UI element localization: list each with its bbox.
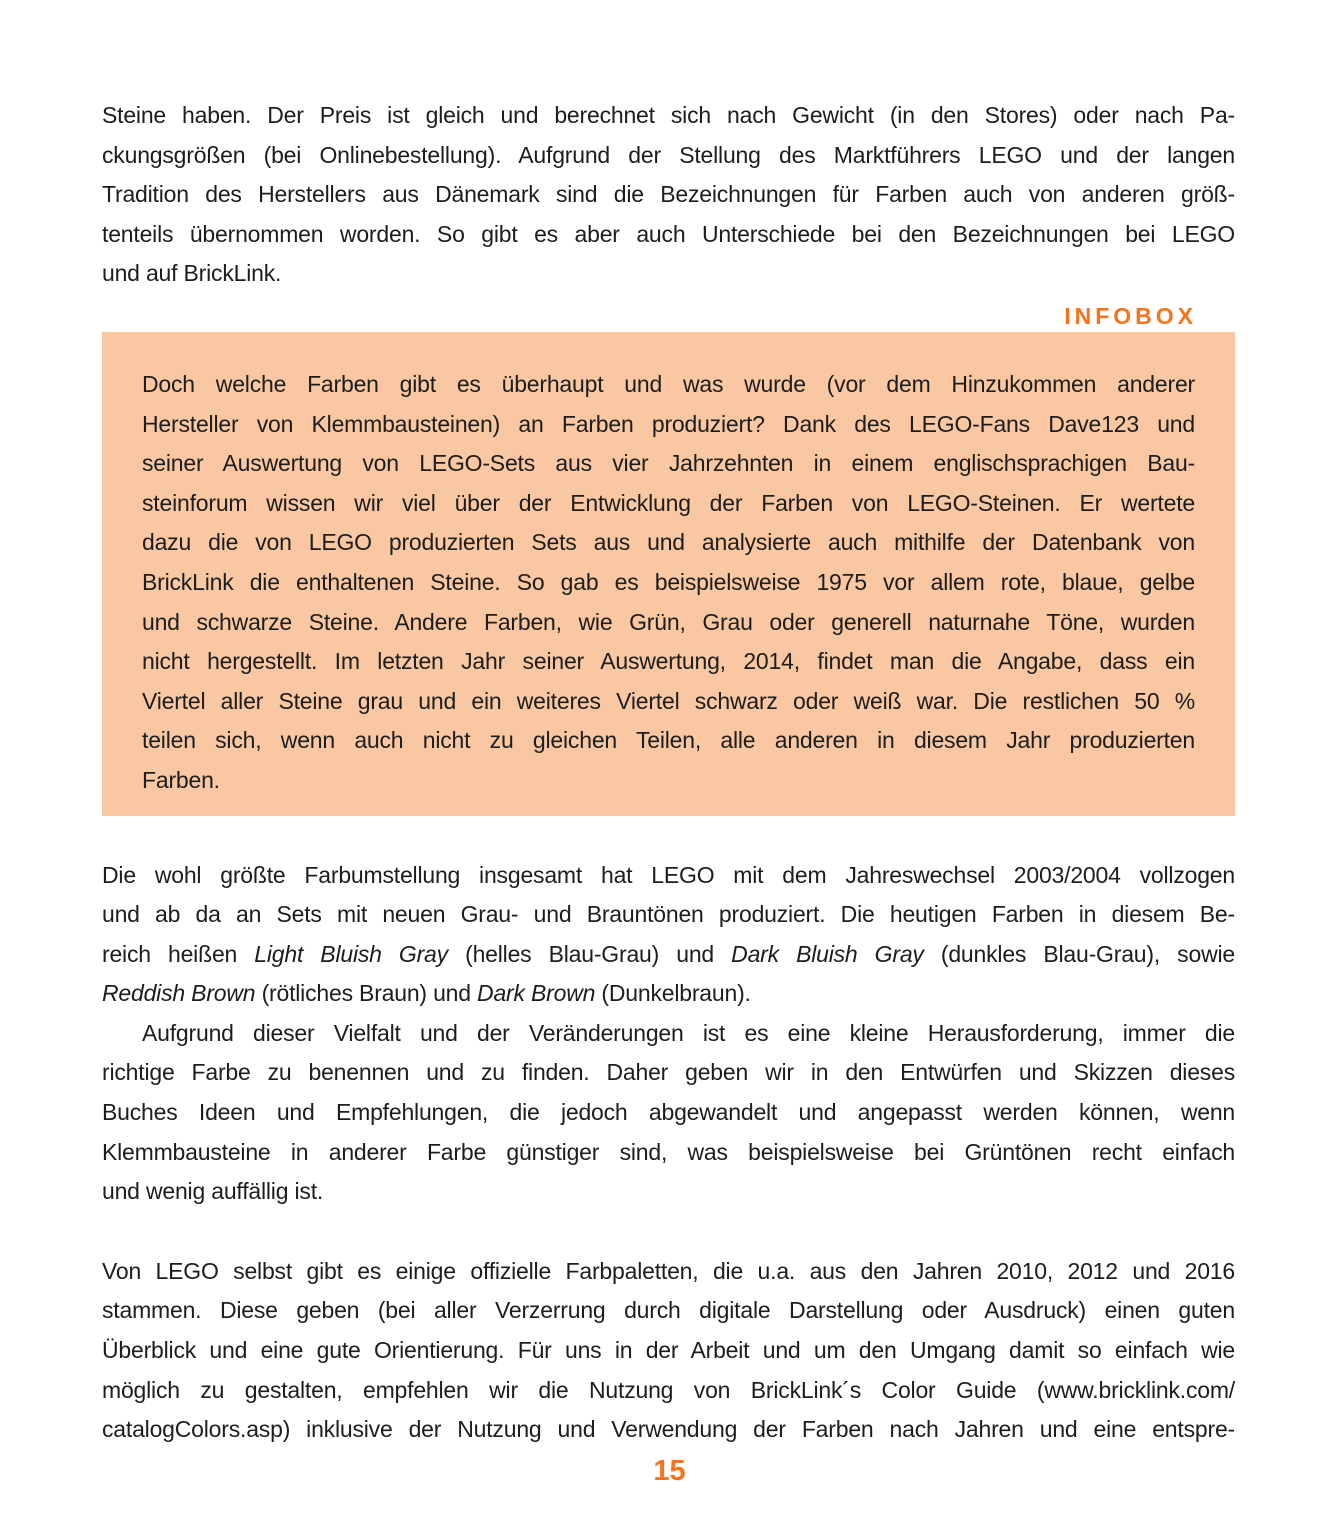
text-line: Überblick und eine gute Orientierung. Für uns in der Arbeit und um den Umgang damit so einfach wie (102, 1337, 1235, 1364)
paragraph-color-change (102, 856, 1235, 1014)
text-line: und wenig auffällig ist. (102, 1178, 324, 1205)
text-line: nicht hergestellt. Im letzten Jahr seiner Auswertung, 2014, findet man die Angabe, dass ein (142, 648, 1195, 675)
text-line: Steine haben. Der Preis ist gleich und berechnet sich nach Gewicht (in den Stores) oder nach Pa- (102, 102, 1235, 128)
text-line: Aufgrund dieser Vielfalt und der Veränderungen ist es eine kleine Herausforderung, immer die (142, 1019, 1235, 1046)
paragraph-intro (102, 96, 1235, 294)
text-line: steinforum wissen wir viel über der Entwicklung der Farben von LEGO-Steinen. Er wertete (142, 489, 1195, 516)
page-number: 15 (653, 1455, 686, 1487)
infobox (102, 332, 1235, 816)
text-line: teilen sich, wenn auch nicht zu gleichen Teilen, alle anderen in diesem Jahr produzierten (142, 727, 1195, 754)
text-line: und auf BrickLink. (102, 260, 282, 287)
text-line: tenteils übernommen worden. So gibt es aber auch Unterschiede bei den Bezeichnungen bei LEGO (102, 220, 1235, 247)
text-line: reich heißen Light Bluish Gray (helles Blau-Grau) und Dark Bluish Gray (dunkles Blau-Grau), sowie (102, 940, 1235, 967)
text-line: BrickLink die enthaltenen Steine. So gab es beispielsweise 1975 vor allem rote, blaue, gelbe (142, 568, 1195, 595)
text-line: Viertel aller Steine grau und ein weiteres Viertel schwarz oder weiß war. Die restlichen 50 % (142, 687, 1195, 714)
text-line: Hersteller von Klemmbausteinen) an Farben produziert? Dank des LEGO-Fans Dave123 und (142, 410, 1195, 437)
text-line: Farben. (142, 766, 220, 793)
text-line: stammen. Diese geben (bei aller Verzerrung durch digitale Darstellung oder Ausdruck) einen guten (102, 1297, 1235, 1324)
text-line: ckungsgrößen (bei Onlinebestellung). Aufgrund der Stellung des Marktführers LEGO und der langen (102, 141, 1235, 168)
text-line: Die wohl größte Farbumstellung insgesamt hat LEGO mit dem Jahreswechsel 2003/2004 vollzogen (102, 861, 1235, 888)
text-line: Tradition des Herstellers aus Dänemark sind die Bezeichnungen für Farben auch von anderen größ- (102, 181, 1235, 208)
paragraph-variety (102, 1014, 1235, 1212)
text-line: richtige Farbe zu benennen und zu finden. Daher geben wir in den Entwürfen und Skizzen dieses (102, 1059, 1235, 1086)
text-line: Reddish Brown (rötliches Braun) und Dark Brown (Dunkelbraun). (102, 980, 751, 1007)
text-line: möglich zu gestalten, empfehlen wir die Nutzung von BrickLink´s Color Guide (www.bricklink.com/ (102, 1376, 1235, 1403)
text-line: catalogColors.asp) inklusive der Nutzung und Verwendung der Farben nach Jahren und eine entspre- (102, 1416, 1235, 1443)
infobox-text (142, 365, 1195, 801)
text-line: seiner Auswertung von LEGO-Sets aus vier Jahrzehnten in einem englischsprachigen Bau- (142, 450, 1195, 477)
text-line: und schwarze Steine. Andere Farben, wie Grün, Grau oder generell naturnahe Töne, wurden (142, 608, 1195, 635)
text-line: dazu die von LEGO produzierten Sets aus und analysierte auch mithilfe der Datenbank von (142, 529, 1195, 556)
text-line: Von LEGO selbst gibt es einige offizielle Farbpaletten, die u.a. aus den Jahren 2010, 2012 und 2016 (102, 1257, 1235, 1284)
text-line: Klemmbausteine in anderer Farbe günstiger sind, was beispielsweise bei Grüntönen recht einfach (102, 1138, 1235, 1165)
infobox-label: INFOBOX (1064, 302, 1197, 329)
paragraph-palettes (102, 1252, 1235, 1450)
text-line: und ab da an Sets mit neuen Grau- und Brauntönen produziert. Die heutigen Farben in diesem Be- (102, 901, 1235, 928)
page-content (102, 96, 1235, 1450)
text-line: Doch welche Farben gibt es überhaupt und was wurde (vor dem Hinzukommen anderer (142, 370, 1195, 397)
text-line: Buches Ideen und Empfehlungen, die jedoch abgewandelt und angepasst werden können, wenn (102, 1099, 1235, 1126)
